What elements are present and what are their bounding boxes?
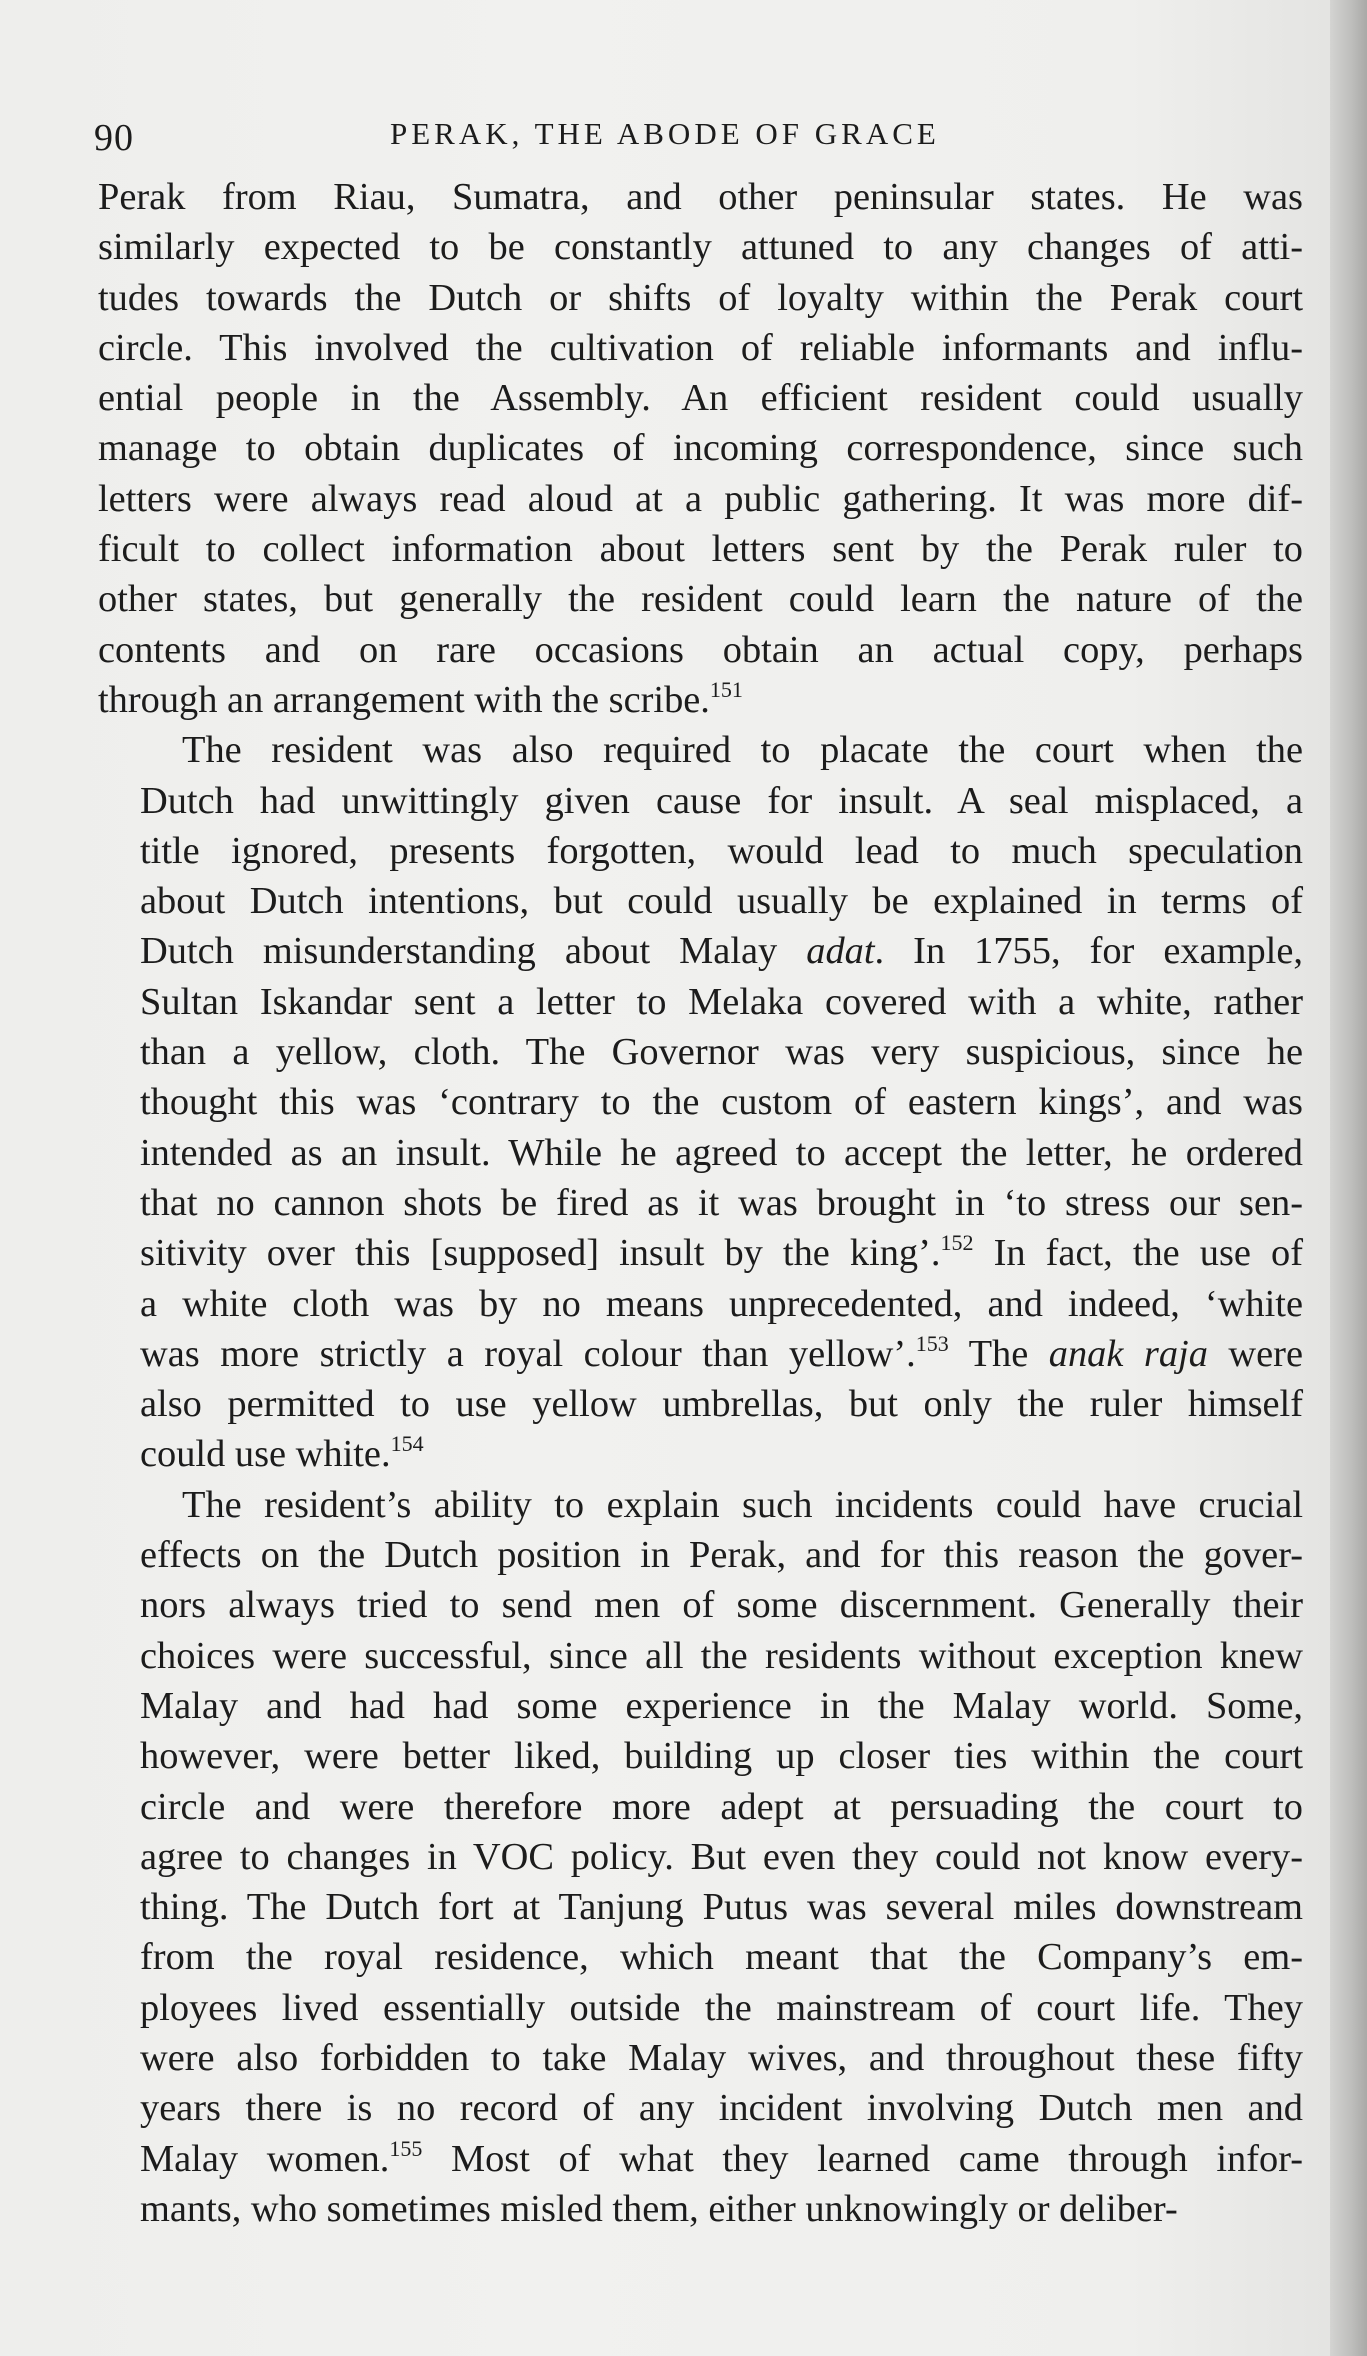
text-line [98, 675, 1303, 725]
paragraph [98, 725, 1303, 1479]
text-run: Most of what they learned came through infor- [422, 2137, 1303, 2180]
text-line [98, 1178, 1303, 1228]
text-run: . In 1755, for example, [874, 930, 1303, 973]
text-line [98, 2134, 1303, 2184]
text-line [98, 474, 1303, 524]
text-line [98, 2083, 1303, 2133]
text-run: effects on the Dutch position in Perak, and for this reason the gover- [140, 1534, 1303, 1577]
text-run: thought this was ‘contrary to the custom of eastern kings’, and was [140, 1081, 1303, 1124]
text-line [98, 2033, 1303, 2083]
text-run: could use white. [140, 1433, 391, 1476]
paragraph [98, 172, 1303, 725]
body-text [98, 172, 1303, 2234]
text-run: from the royal residence, which meant that the Company’s em- [140, 1936, 1303, 1979]
text-line [98, 423, 1303, 473]
text-line [98, 524, 1303, 574]
text-run: The [948, 1332, 1049, 1375]
text-run: Dutch had unwittingly given cause for insult. A seal misplaced, a [140, 779, 1303, 822]
text-line [98, 2184, 1303, 2234]
text-line [98, 1832, 1303, 1882]
text-line [98, 776, 1303, 826]
text-run: through an arrangement with the scribe. [98, 678, 710, 721]
italic-term: adat [806, 930, 875, 973]
text-line [98, 172, 1303, 222]
text-run: a white cloth was by no means unprecedented, and indeed, ‘white [140, 1282, 1303, 1325]
text-run: that no cannon shots be fired as it was brought in ‘to stress our sen- [140, 1181, 1303, 1224]
text-line [98, 1882, 1303, 1932]
text-line [98, 1027, 1303, 1077]
text-line [98, 1077, 1303, 1127]
text-run: ployees lived essentially outside the mainstream of court life. They [140, 1986, 1303, 2029]
text-run: title ignored, presents forgotten, would lead to much speculation [140, 829, 1303, 872]
text-run: choices were successful, since all the residents without exception knew [140, 1634, 1303, 1677]
text-run: nors always tried to send men of some discernment. Generally their [140, 1584, 1303, 1627]
text-line [98, 574, 1303, 624]
text-line [98, 1731, 1303, 1781]
paragraph [98, 1480, 1303, 2234]
text-run: was more strictly a royal colour than yellow’. [140, 1332, 916, 1375]
footnote-marker: 152 [940, 1230, 974, 1256]
text-run: years there is no record of any incident involving Dutch men and [140, 2087, 1303, 2130]
text-line [98, 1932, 1303, 1982]
text-line [98, 1128, 1303, 1178]
text-run: other states, but generally the resident could learn the nature of the [98, 578, 1303, 621]
text-run: thing. The Dutch fort at Tanjung Putus was several miles downstream [140, 1886, 1303, 1929]
text-run: The resident’s ability to explain such incidents could have crucial [182, 1483, 1303, 1526]
text-line [98, 926, 1303, 976]
text-run: In fact, the use of [973, 1232, 1303, 1275]
text-line [98, 876, 1303, 926]
text-line [98, 222, 1303, 272]
text-run: Malay women. [140, 2137, 390, 2180]
text-line [98, 725, 1303, 775]
footnote-marker: 153 [915, 1330, 949, 1356]
text-line [98, 1580, 1303, 1630]
text-line [98, 1429, 1303, 1479]
text-line [98, 1631, 1303, 1681]
italic-term: anak raja [1048, 1332, 1208, 1375]
text-line [98, 1329, 1303, 1379]
text-line [98, 373, 1303, 423]
text-line [98, 1228, 1303, 1278]
text-run: Sultan Iskandar sent a letter to Melaka covered with a white, rather [140, 980, 1303, 1023]
text-line [98, 1480, 1303, 1530]
text-line [98, 826, 1303, 876]
text-run: tudes towards the Dutch or shifts of loyalty within the Perak court [98, 276, 1303, 319]
text-run: manage to obtain duplicates of incoming correspondence, since such [98, 427, 1303, 470]
text-run: contents and on rare occasions obtain an actual copy, perhaps [98, 628, 1303, 671]
text-run: circle. This involved the cultivation of reliable informants and influ- [98, 326, 1303, 369]
text-run: agree to changes in VOC policy. But even they could not know every- [140, 1835, 1303, 1878]
text-line [98, 1681, 1303, 1731]
text-line [98, 1782, 1303, 1832]
text-line [98, 323, 1303, 373]
text-run: The resident was also required to placate the court when the [182, 729, 1303, 772]
text-run: letters were always read aloud at a public gathering. It was more dif- [98, 477, 1303, 520]
footnote-marker: 151 [709, 676, 743, 702]
text-run: were also forbidden to take Malay wives, and throughout these fifty [140, 2036, 1303, 2079]
text-line [98, 977, 1303, 1027]
text-run: ficult to collect information about letters sent by the Perak ruler to [98, 528, 1303, 571]
text-run: sitivity over this [supposed] insult by the king’. [140, 1232, 941, 1275]
running-head: PERAK, THE ABODE OF GRACE [390, 116, 940, 151]
text-line [98, 1530, 1303, 1580]
text-line [98, 1983, 1303, 2033]
text-run: mants, who sometimes misled them, either unknowingly or deliber- [140, 2187, 1178, 2230]
page-number: 90 [94, 117, 134, 159]
text-run: circle and were therefore more adept at persuading the court to [140, 1785, 1303, 1828]
text-line [98, 625, 1303, 675]
text-run: Dutch misunderstanding about Malay [140, 930, 807, 973]
text-line [98, 1379, 1303, 1429]
text-run: than a yellow, cloth. The Governor was very suspicious, since he [140, 1031, 1303, 1074]
text-run: intended as an insult. While he agreed to accept the letter, he ordered [140, 1131, 1303, 1174]
text-run: Perak from Riau, Sumatra, and other peninsular states. He was [98, 176, 1303, 218]
text-run: also permitted to use yellow umbrellas, but only the ruler himself [140, 1383, 1303, 1426]
text-run: Malay and had had some experience in the Malay world. Some, [140, 1684, 1303, 1727]
text-run: similarly expected to be constantly attuned to any changes of atti- [98, 226, 1303, 269]
text-run: were [1207, 1332, 1304, 1375]
footnote-marker: 154 [390, 1431, 424, 1457]
text-run: ential people in the Assembly. An efficient resident could usually [98, 377, 1303, 420]
page-header [94, 116, 1304, 176]
text-line [98, 1279, 1303, 1329]
footnote-marker: 155 [389, 2135, 423, 2161]
book-spine-shadow [1330, 0, 1367, 2356]
text-line [98, 273, 1303, 323]
text-run: however, were better liked, building up closer ties within the court [140, 1735, 1303, 1778]
text-run: about Dutch intentions, but could usually be explained in terms of [140, 880, 1303, 923]
